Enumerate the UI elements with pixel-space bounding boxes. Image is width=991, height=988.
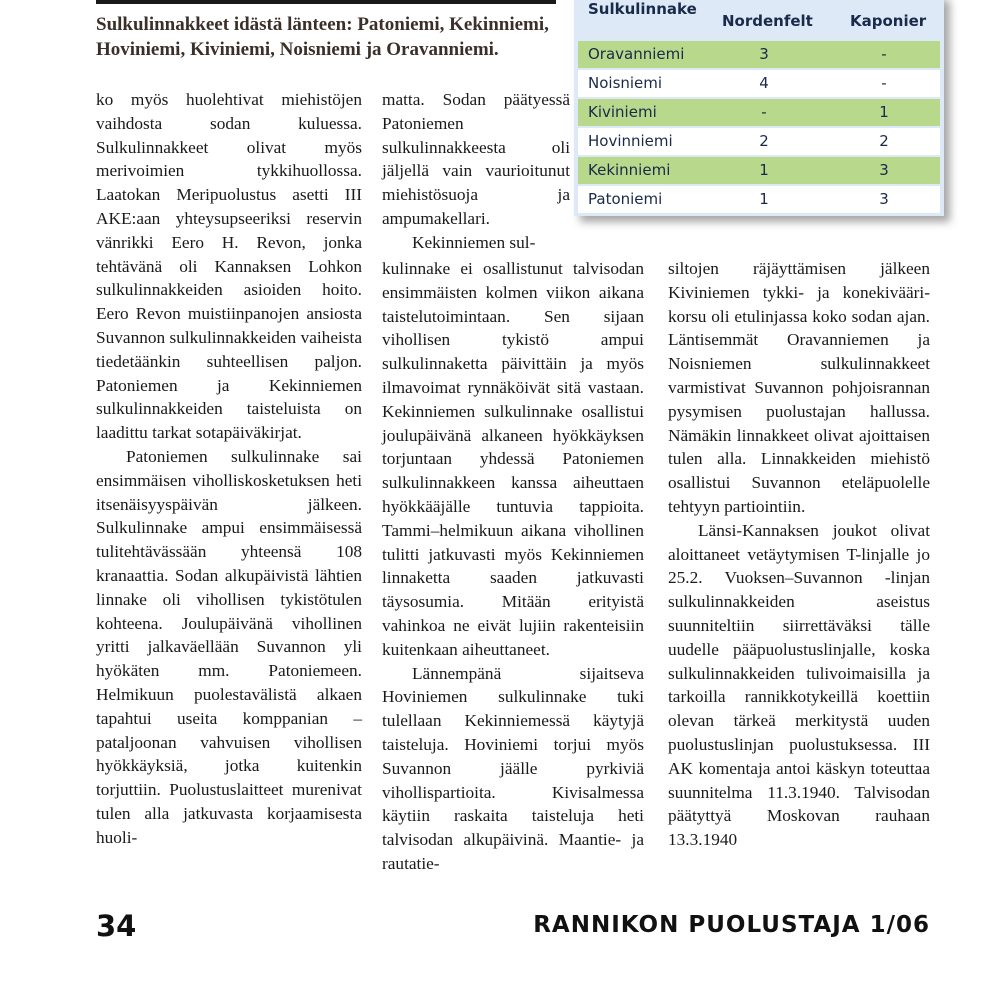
table-cell-name: Kekinniemi [588,161,671,179]
paragraph: Patoniemen sulkulinnake sai ensimmäisen viholliskosketuksen heti itsenäisyyspäivän jälkeen. Sulkulinnake ampui ensimmäisessä tulitehtävässään yhteensä 108 kranaattia. Sodan alkupäivistä lähtien linnake oli vihollisen tykistötulen kohteena. Joulupäivänä vihollinen yritti jalkaväellään Suvannon yli hyökäten mm. Patoniemeen. Helmikuun puolestavälistä alkaen tapahtui useita komppanian – pataljoonan vahvuisen vihollisen hyökkäyksiä, jotka kuitenkin torjuttiin. Puolustuslaitteet murenivat tulen alla jatkuvasta korjaamisesta huoli- [96,446,362,847]
table-cell-nordenfelt: 1 [759,190,769,208]
table-row [578,41,940,68]
table-cell-nordenfelt: 2 [759,132,769,150]
table-cell-name: Hovinniemi [588,132,673,150]
top-rule [96,0,556,4]
table-cell-kaponier: - [881,74,887,92]
table-cell-name: Kiviniemi [588,103,657,121]
table-row [578,157,940,184]
paragraph: Länsi-Kannaksen joukot olivat aloittaneet vetäytymisen T-linjalle jo 25.2. Vuoksen–Suvannon -linjan sulkulinnakkeiden aseistus suunniteltiin siirrettäväksi tälle uudelle pääpuolustuslinjalle, koska sulkulinnakkeiden tulivoimaisilla ja tarkoilla rannikkotykeillä koettiin olevan tärkeä merkitystä uuden puolustuslinjan puolustuksessa. III AK komentaja antoi käskyn toteuttaa suunnitelma 11.3.1940. Talvisodan päätyttyä Moskovan rauhaan 13.3.1940 [668,520,930,850]
table-cell-kaponier: 2 [879,132,889,150]
article-column-2-top [382,88,570,255]
paragraph: siltojen räjäyttämisen jälkeen Kiviniemen tykki- ja konekiväärikorsu oli etulinjassa koko sodan ajan. Läntisemmät Oravanniemen ja Noisniemen sulkulinnakkeet varmistivat Suvannon pohjoisrannan pysymisen puolustajan hallussa. Nämäkin linnakkeet olivat ajoittaisen tulen alla. Linnakkeiden miehistö osallistui Suvannon eteläpuolelle tehtyyn partiointiin. [668,259,930,516]
table-row [578,186,940,213]
article-column-3 [668,257,930,852]
table-cell-nordenfelt: 4 [759,74,769,92]
magazine-title: RANNIKON PUOLUSTAJA 1/06 [533,912,930,938]
paragraph: Lännempänä sijaitseva Hoviniemen sulkulinnake tuki tulellaan Kekinniemessä käytyjä taisteluja. Hoviniemi torjui myös Suvannon jäälle pyrkiviä vihollispartioita. Kivisalmessa käytiin raskaita taisteluja heti talvisodan alkupäivinä. Maantie- ja rautatie- [382,663,644,873]
table-row [578,99,940,126]
table-row [578,128,940,155]
table-cell-nordenfelt: 1 [759,161,769,179]
article-column-2 [382,257,644,876]
table-cell-kaponier: 3 [879,161,889,179]
table-cell-name: Patoniemi [588,190,663,208]
table-row [578,70,940,97]
table-cell-kaponier: 1 [879,103,889,121]
paragraph: matta. Sodan päätyessä Patoniemen sulkulinnakkeesta oli jäljellä vain vaurioitunut miehistösuoja ja ampumakellari. [382,90,570,228]
table-header-nordenfelt: Nordenfelt [722,12,813,30]
table-cell-nordenfelt: - [761,103,767,121]
table-cell-name: Oravanniemi [588,45,685,63]
table-cell-kaponier: - [881,45,887,63]
paragraph: kulinnake ei osallistunut talvisodan ensimmäisten kolmen viikon aikana taistelutoimintaan. Sen sijaan vihollisen tykistö ampui sulkulinnaketta päivittäin ja myös ilmavoimat rynnäköivät sitä vastaan. Kekinniemen sulkulinnake osallistui joulupäivänä alkaneen hyökkäyksen torjuntaan yhdessä Patoniemen sulkulinnakkeen kanssa aiheuttaen hyökkääjälle tuntuvia tappioita. Tammi–helmikuun aikana vihollinen tulitti jatkuvasti myös Kekinniemen linnaketta saaden jatkuvasti täysosumia. Mitään erityistä vahinkoa ne eivät lujiin rakenteisiin kuitenkaan aiheuttaneet. [382,259,644,659]
paragraph: Kekinniemen sul- [412,232,536,252]
page-number: 34 [96,909,137,943]
table-cell-nordenfelt: 3 [759,45,769,63]
table-header-sulkulinnake: Sulkulinnake [588,0,697,18]
table-cell-name: Noisniemi [588,74,663,92]
table-header-kaponier: Kaponier [850,12,927,30]
article-column-1 [96,88,362,850]
photo-caption: Sulkulinnakkeet idästä länteen: Patoniemi, Kekinniemi, Hoviniemi, Kiviniemi, Noisniemi ja Oravanniemi. [96,14,549,60]
table-cell-kaponier: 3 [879,190,889,208]
paragraph: ko myös huolehtivat miehistöjen vaihdosta sodan kuluessa. Sulkulinnakkeet olivat myös merivoimien tykkihuollossa. Laatokan Meripuolustus asetti III AKE:aan yhteysupseeriksi reservin vänrikki Eero H. Revon, jonka tehtävänä oli Kannaksen Lohkon sulkulinnakkeiden asioiden hoito. Eero Revon muistiinpanojen ansiosta Suvannon sulkulinnakkeiden vaiheista tiedetäänkin suhteellisen paljon. Patoniemen ja Kekinniemen sulkulinnakkeiden taisteluista on laadittu tarkat sotapäiväkirjat. [96,90,362,443]
